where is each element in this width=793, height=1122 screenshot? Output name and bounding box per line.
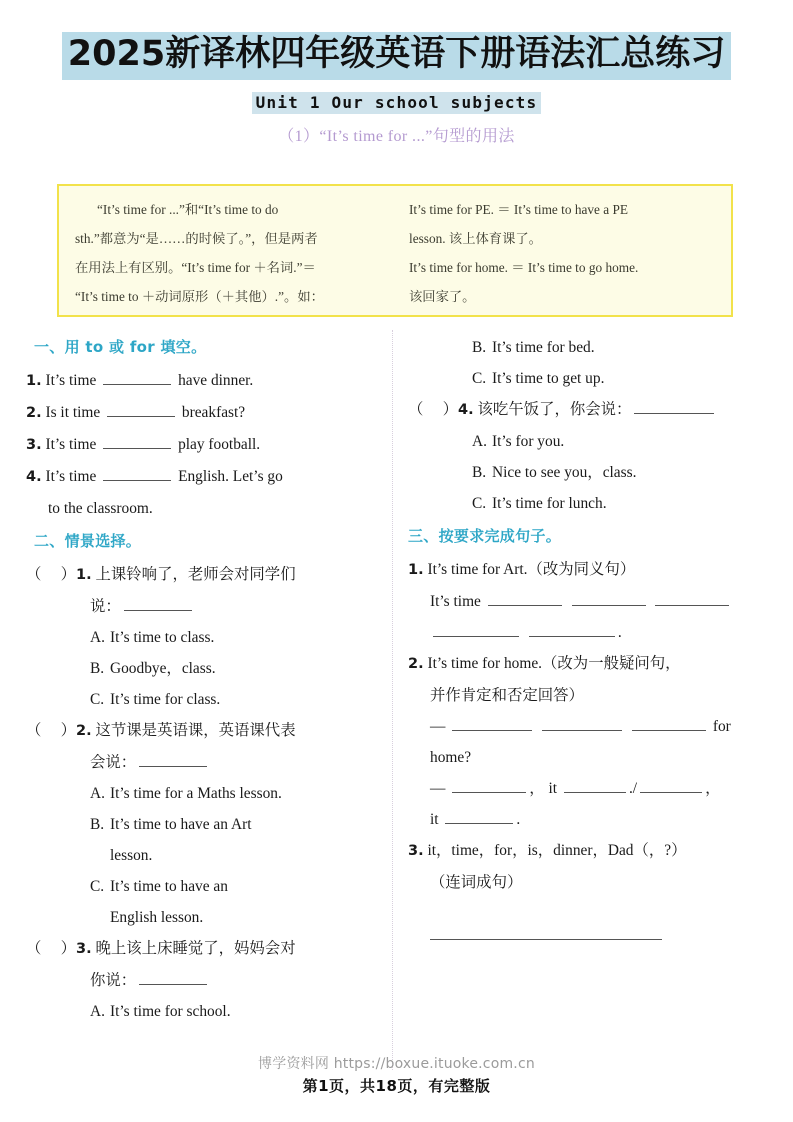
item-text: breakfast?	[181, 404, 246, 421]
item-number: 1.	[408, 562, 424, 578]
item-text: 晚上该上床睡觉了，妈妈会对	[95, 940, 296, 957]
item-text: 这节课是英语课，英语课代表	[95, 722, 296, 739]
answer-blank[interactable]	[572, 590, 646, 606]
item-number: 3.	[76, 941, 92, 957]
answer-blank[interactable]	[445, 808, 513, 824]
explanation-box	[57, 184, 733, 317]
option-letter: A.	[90, 1003, 105, 1020]
item-text-continued: to the classroom.	[48, 500, 153, 517]
item-number: 1.	[26, 373, 42, 389]
option-letter: B.	[90, 660, 105, 677]
left-column	[26, 332, 378, 1027]
choice-option[interactable]	[26, 871, 378, 933]
answer-bracket[interactable]: （ ）	[26, 722, 77, 739]
explanation-line: It’s time for PE. ＝ It’s time to have a PE	[409, 202, 628, 217]
page-info: 第1页，共18页，有完整版	[302, 1077, 491, 1095]
answer-bracket[interactable]: （ ）	[408, 401, 459, 418]
explanation-line: 该回家了。	[409, 289, 476, 304]
option-text: It’s time to have an	[110, 878, 228, 895]
sub-title: （1）“It’s time for ...”句型的用法	[278, 127, 515, 145]
item-text: English. Let’s go	[178, 468, 283, 485]
item-number: 2.	[26, 405, 42, 421]
answer-blank[interactable]	[529, 621, 615, 637]
item-number: 3.	[408, 843, 424, 859]
answer-blank[interactable]	[640, 777, 702, 793]
answer-line: — ， it ./ ，	[408, 773, 760, 804]
explanation-line: It’s time for home. ＝ It’s time to go home.	[409, 260, 639, 275]
answer-line	[408, 586, 760, 617]
answer-blank[interactable]	[452, 777, 526, 793]
exercise-item	[26, 461, 378, 524]
option-text: It’s time to have an Art	[110, 816, 252, 833]
choice-option[interactable]	[408, 363, 760, 394]
choice-item-continued	[408, 332, 760, 394]
answer-blank[interactable]	[107, 401, 175, 417]
explanation-line: 在用法上有区别。“It’s time for ＋名词.”＝	[75, 260, 316, 275]
answer-line-continued: home?	[430, 749, 472, 766]
item-text: 该吃午饭了，你会说：	[477, 401, 632, 418]
title-area	[0, 0, 793, 80]
footer	[0, 1053, 793, 1096]
choice-option[interactable]	[408, 332, 760, 363]
item-text-continued: 你说：	[26, 965, 378, 996]
answer-blank[interactable]	[433, 621, 519, 637]
exercise-item	[408, 835, 760, 951]
option-text: It’s for you.	[492, 433, 565, 450]
answer-bracket[interactable]: （ ）	[26, 566, 77, 583]
option-text: It’s time for school.	[110, 1003, 231, 1020]
answer-blank[interactable]	[103, 465, 171, 481]
column-divider	[392, 330, 393, 1070]
option-text-continued: lesson.	[110, 847, 153, 864]
exercise-item	[26, 397, 378, 429]
option-letter: B.	[90, 816, 105, 833]
exercise-item	[408, 648, 760, 835]
watermark-text: 博学资料网 https://boxue.ituoke.com.cn	[258, 1056, 535, 1072]
answer-line	[408, 711, 760, 742]
choice-option[interactable]	[26, 778, 378, 809]
option-text: Goodbye，class.	[110, 660, 216, 677]
explanation-line: “It’s time to ＋动词原形（＋其他）.”。如：	[75, 289, 324, 304]
choice-item	[26, 715, 378, 933]
section-two-heading: 二、情景选择。	[34, 532, 142, 550]
choice-option[interactable]	[408, 426, 760, 457]
answer-line: .	[408, 617, 760, 648]
option-text: It’s time for class.	[110, 691, 221, 708]
option-letter: C.	[90, 691, 105, 708]
explanation-line: “It’s time for ...”和“It’s time to do	[97, 202, 279, 217]
option-text: Nice to see you，class.	[492, 464, 637, 481]
answer-blank[interactable]	[564, 777, 626, 793]
choice-option[interactable]	[26, 622, 378, 653]
answer-blank[interactable]	[542, 715, 622, 731]
item-text-continued: 会说：	[26, 747, 378, 778]
item-text: It’s time for Art.（改为同义句）	[427, 561, 636, 578]
item-text: It’s time	[430, 593, 481, 610]
answer-blank[interactable]	[452, 715, 532, 731]
item-text: play football.	[178, 436, 261, 453]
item-text: It’s time	[45, 468, 97, 485]
dash: —	[430, 718, 446, 735]
item-number: 1.	[76, 567, 92, 583]
page-title: 2025新译林四年级英语下册语法汇总练习	[62, 32, 731, 80]
choice-option[interactable]	[26, 996, 378, 1027]
unit-title: Unit 1 Our school subjects	[252, 92, 542, 114]
choice-item	[26, 559, 378, 715]
option-letter: A.	[472, 433, 487, 450]
option-letter: C.	[90, 878, 105, 895]
choice-option[interactable]	[408, 488, 760, 519]
exercise-item	[408, 554, 760, 648]
option-text-continued: English lesson.	[110, 909, 204, 926]
item-text: It’s time for home.（改为一般疑问句，	[427, 655, 681, 672]
item-text: It’s time	[45, 436, 97, 453]
separator: ./	[628, 780, 638, 797]
choice-item	[26, 933, 378, 1027]
explanation-line: lesson. 该上体育课了。	[409, 231, 542, 246]
answer-blank[interactable]	[632, 715, 706, 731]
answer-blank[interactable]	[634, 398, 714, 414]
answer-blank[interactable]	[430, 924, 662, 940]
answer-blank[interactable]	[103, 369, 171, 385]
section-three-heading: 三、按要求完成句子。	[408, 527, 562, 545]
answer-blank[interactable]	[488, 590, 562, 606]
explanation-left-column	[59, 186, 397, 315]
answer-bracket[interactable]: （ ）	[26, 940, 77, 957]
answer-line	[408, 898, 760, 951]
item-text: It’s time	[45, 372, 97, 389]
option-text: It’s time to class.	[110, 629, 215, 646]
item-number: 2.	[408, 656, 424, 672]
item-text-continued: 说：	[26, 591, 378, 622]
option-letter: B.	[472, 464, 487, 481]
option-letter: C.	[472, 370, 487, 387]
item-text-continued: （连词成句）	[430, 874, 523, 891]
choice-option[interactable]	[26, 653, 378, 684]
answer-blank[interactable]	[103, 433, 171, 449]
exercise-item	[26, 429, 378, 461]
option-letter: A.	[90, 629, 105, 646]
item-text: have dinner.	[178, 372, 254, 389]
option-text: It’s time for lunch.	[492, 495, 607, 512]
item-number: 4.	[458, 402, 474, 418]
right-column	[408, 332, 760, 951]
choice-option[interactable]	[408, 457, 760, 488]
option-text: It’s time to get up.	[492, 370, 605, 387]
item-text-continued: 并作肯定和否定回答）	[430, 687, 584, 704]
section-one-heading: 一、用 to 或 for 填空。	[34, 338, 207, 356]
choice-item	[408, 394, 760, 519]
answer-blank[interactable]	[655, 590, 729, 606]
item-text: it	[430, 811, 439, 828]
item-number: 4.	[26, 469, 42, 485]
answer-blank[interactable]	[124, 595, 192, 611]
option-letter: A.	[90, 785, 105, 802]
item-text: 上课铃响了，老师会对同学们	[95, 566, 296, 583]
explanation-line: sth.”都意为“是……的时候了。”，但是两者	[75, 231, 318, 246]
answer-line: it .	[408, 804, 760, 835]
item-text: Is it time	[45, 404, 101, 421]
item-text: it，time，for，is，dinner，Dad（，?）	[427, 842, 687, 859]
answer-blank[interactable]	[139, 751, 207, 767]
item-text: for	[712, 718, 731, 735]
choice-option[interactable]	[26, 809, 378, 871]
answer-blank[interactable]	[139, 969, 207, 985]
choice-option[interactable]	[26, 684, 378, 715]
explanation-right-column	[397, 186, 731, 315]
option-letter: C.	[472, 495, 487, 512]
item-number: 2.	[76, 723, 92, 739]
dash: —	[430, 780, 446, 797]
item-text: it	[548, 780, 558, 797]
option-text: It’s time for a Maths lesson.	[110, 785, 282, 802]
item-number: 3.	[26, 437, 42, 453]
unit-title-area	[0, 92, 793, 114]
option-letter: B.	[472, 339, 487, 356]
exercise-item	[26, 365, 378, 397]
option-text: It’s time for bed.	[492, 339, 595, 356]
